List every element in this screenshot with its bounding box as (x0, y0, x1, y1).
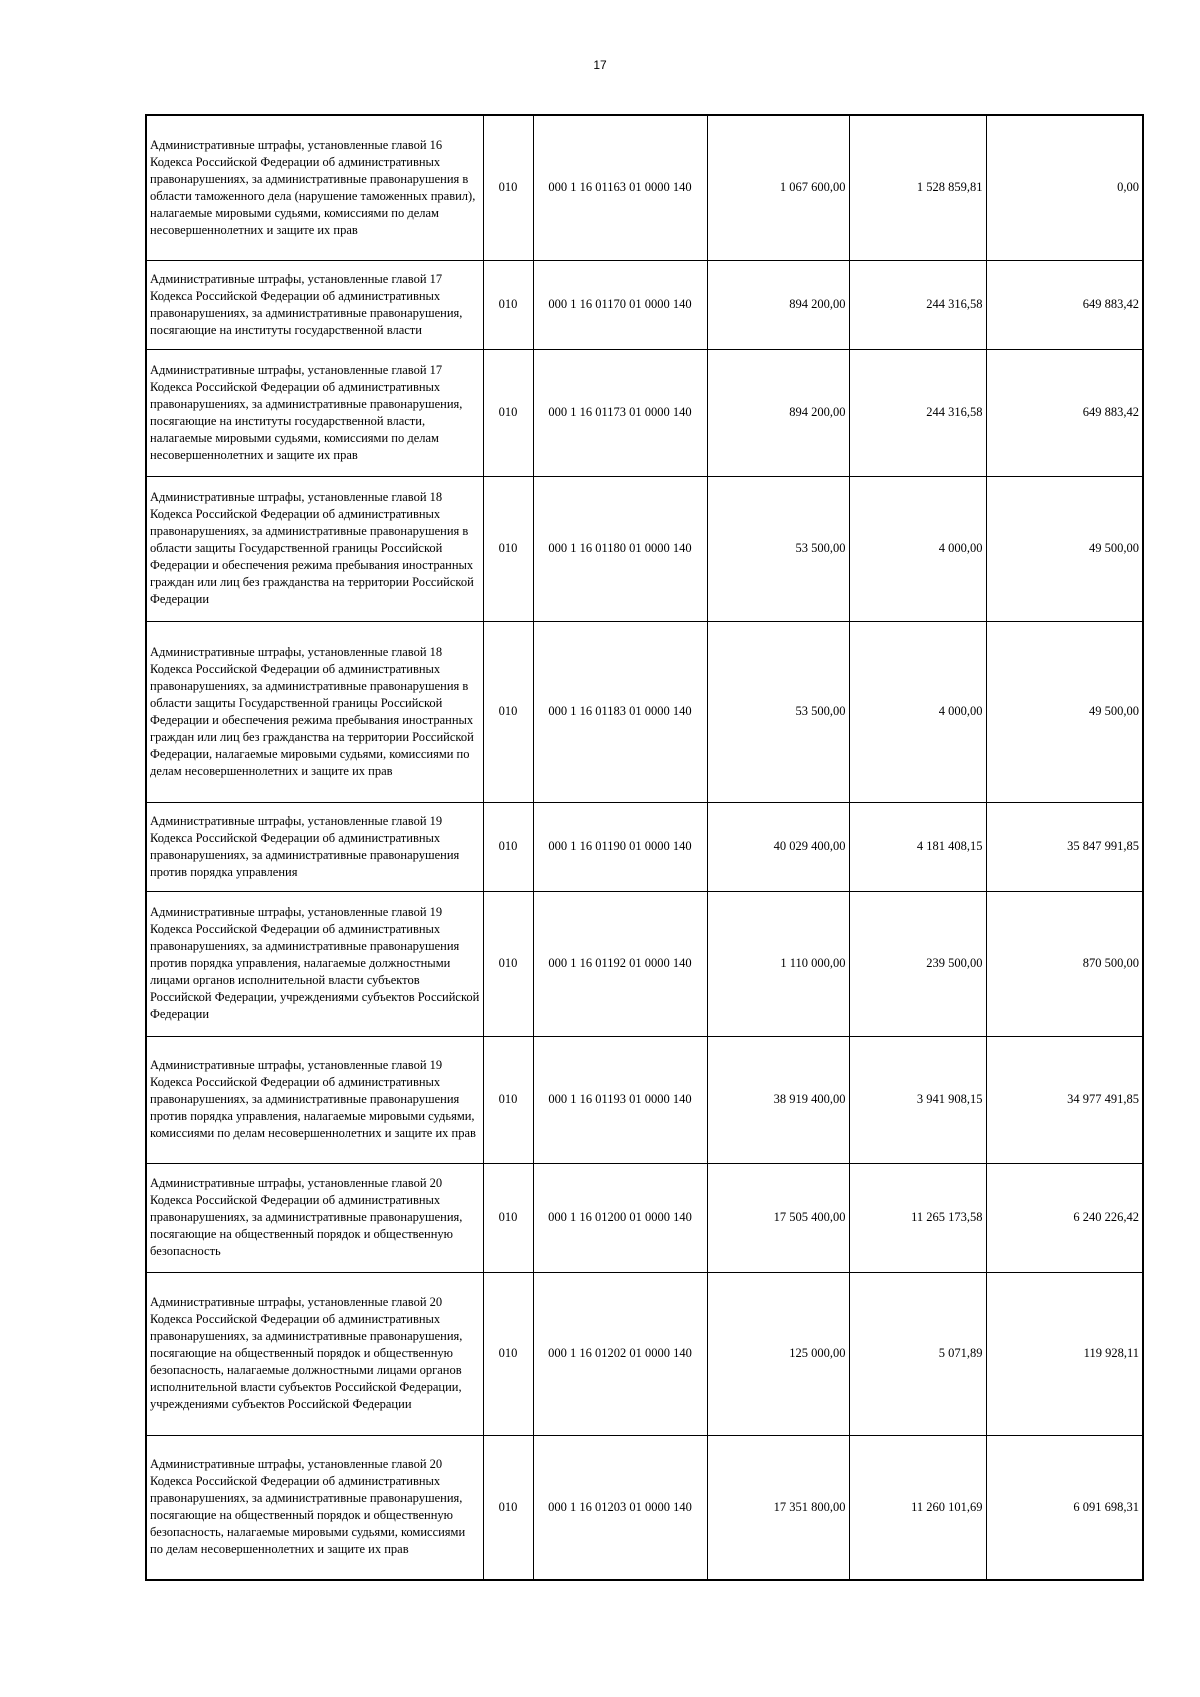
row-line-code: 010 (483, 349, 533, 476)
row-budget-classification-code: 000 1 16 01203 01 0000 140 (533, 1435, 707, 1580)
row-unexecuted-amount: 649 883,42 (986, 349, 1143, 476)
row-planned-amount: 17 351 800,00 (707, 1435, 849, 1580)
row-unexecuted-amount: 35 847 991,85 (986, 802, 1143, 891)
revenue-table (145, 114, 1144, 1581)
row-executed-amount: 3 941 908,15 (849, 1036, 986, 1163)
row-unexecuted-amount: 870 500,00 (986, 891, 1143, 1036)
row-planned-amount: 894 200,00 (707, 260, 849, 349)
row-budget-classification-code: 000 1 16 01193 01 0000 140 (533, 1036, 707, 1163)
row-description: Административные штрафы, установленные главой 19 Кодекса Российской Федерации об административных правонарушениях, за административные правонарушения против порядка управления, налагаемые мировыми судьями, комиссиями по делам несовершеннолетних и защите их прав (146, 1036, 483, 1163)
table-row (146, 476, 1143, 621)
row-description: Административные штрафы, установленные главой 19 Кодекса Российской Федерации об административных правонарушениях, за административные правонарушения против порядка управления (146, 802, 483, 891)
row-description: Административные штрафы, установленные главой 17 Кодекса Российской Федерации об административных правонарушениях, за административные правонарушения, посягающие на институты государственной власти, налагаемые мировыми судьями, комиссиями по делам несовершеннолетних и защите их прав (146, 349, 483, 476)
row-executed-amount: 239 500,00 (849, 891, 986, 1036)
row-planned-amount: 17 505 400,00 (707, 1163, 849, 1272)
row-budget-classification-code: 000 1 16 01200 01 0000 140 (533, 1163, 707, 1272)
row-line-code: 010 (483, 1435, 533, 1580)
row-line-code: 010 (483, 260, 533, 349)
row-line-code: 010 (483, 802, 533, 891)
row-line-code: 010 (483, 1272, 533, 1435)
row-executed-amount: 1 528 859,81 (849, 115, 986, 260)
row-planned-amount: 894 200,00 (707, 349, 849, 476)
row-unexecuted-amount: 649 883,42 (986, 260, 1143, 349)
table-row (146, 1036, 1143, 1163)
table-body (146, 115, 1143, 1580)
row-description: Административные штрафы, установленные главой 19 Кодекса Российской Федерации об административных правонарушениях, за административные правонарушения против порядка управления, налагаемые должностными лицами органов исполнительной власти субъектов Российской Федерации, учреждениями субъектов Российской Федерации (146, 891, 483, 1036)
row-budget-classification-code: 000 1 16 01173 01 0000 140 (533, 349, 707, 476)
row-line-code: 010 (483, 476, 533, 621)
row-executed-amount: 244 316,58 (849, 260, 986, 349)
row-description: Административные штрафы, установленные главой 20 Кодекса Российской Федерации об административных правонарушениях, за административные правонарушения, посягающие на общественный порядок и общественную безопасность, налагаемые должностными лицами органов исполнительной власти субъектов Российской Федерации, учреждениями субъектов Российской Федерации (146, 1272, 483, 1435)
table-row (146, 621, 1143, 802)
row-unexecuted-amount: 49 500,00 (986, 621, 1143, 802)
row-executed-amount: 4 181 408,15 (849, 802, 986, 891)
row-unexecuted-amount: 34 977 491,85 (986, 1036, 1143, 1163)
row-budget-classification-code: 000 1 16 01190 01 0000 140 (533, 802, 707, 891)
row-unexecuted-amount: 6 091 698,31 (986, 1435, 1143, 1580)
table-row (146, 115, 1143, 260)
row-description: Административные штрафы, установленные главой 17 Кодекса Российской Федерации об административных правонарушениях, за административные правонарушения, посягающие на институты государственной власти (146, 260, 483, 349)
table-row (146, 891, 1143, 1036)
row-line-code: 010 (483, 1163, 533, 1272)
row-planned-amount: 1 067 600,00 (707, 115, 849, 260)
row-description: Административные штрафы, установленные главой 18 Кодекса Российской Федерации об административных правонарушениях, за административные правонарушения в области защиты Государственной границы Российской Федерации и обеспечения режима пребывания иностранных граждан или лиц без гражданства на территории Российской Федерации, налагаемые мировыми судьями, комиссиями по делам несовершеннолетних и защите их прав (146, 621, 483, 802)
row-description: Административные штрафы, установленные главой 16 Кодекса Российской Федерации об административных правонарушениях, за административные правонарушения в области таможенного дела (нарушение таможенных правил), налагаемые мировыми судьями, комиссиями по делам несовершеннолетних и защите их прав (146, 115, 483, 260)
row-planned-amount: 40 029 400,00 (707, 802, 849, 891)
table-row (146, 349, 1143, 476)
row-budget-classification-code: 000 1 16 01202 01 0000 140 (533, 1272, 707, 1435)
row-unexecuted-amount: 49 500,00 (986, 476, 1143, 621)
table-row (146, 1435, 1143, 1580)
row-description: Административные штрафы, установленные главой 18 Кодекса Российской Федерации об административных правонарушениях, за административные правонарушения в области защиты Государственной границы Российской Федерации и обеспечения режима пребывания иностранных граждан или лиц без гражданства на территории Российской Федерации (146, 476, 483, 621)
row-budget-classification-code: 000 1 16 01170 01 0000 140 (533, 260, 707, 349)
row-executed-amount: 11 265 173,58 (849, 1163, 986, 1272)
table-row (146, 802, 1143, 891)
page-number: 17 (593, 58, 607, 72)
row-planned-amount: 53 500,00 (707, 621, 849, 802)
row-description: Административные штрафы, установленные главой 20 Кодекса Российской Федерации об административных правонарушениях, за административные правонарушения, посягающие на общественный порядок и общественную безопасность (146, 1163, 483, 1272)
row-description: Административные штрафы, установленные главой 20 Кодекса Российской Федерации об административных правонарушениях, за административные правонарушения, посягающие на общественный порядок и общественную безопасность, налагаемые мировыми судьями, комиссиями по делам несовершеннолетних и защите их прав (146, 1435, 483, 1580)
row-executed-amount: 4 000,00 (849, 621, 986, 802)
row-line-code: 010 (483, 891, 533, 1036)
row-executed-amount: 244 316,58 (849, 349, 986, 476)
row-unexecuted-amount: 6 240 226,42 (986, 1163, 1143, 1272)
row-line-code: 010 (483, 115, 533, 260)
row-planned-amount: 125 000,00 (707, 1272, 849, 1435)
row-planned-amount: 1 110 000,00 (707, 891, 849, 1036)
table-row (146, 1163, 1143, 1272)
row-line-code: 010 (483, 621, 533, 802)
row-line-code: 010 (483, 1036, 533, 1163)
row-budget-classification-code: 000 1 16 01163 01 0000 140 (533, 115, 707, 260)
table-row (146, 260, 1143, 349)
row-unexecuted-amount: 0,00 (986, 115, 1143, 260)
row-budget-classification-code: 000 1 16 01180 01 0000 140 (533, 476, 707, 621)
row-executed-amount: 4 000,00 (849, 476, 986, 621)
row-budget-classification-code: 000 1 16 01192 01 0000 140 (533, 891, 707, 1036)
row-planned-amount: 38 919 400,00 (707, 1036, 849, 1163)
row-budget-classification-code: 000 1 16 01183 01 0000 140 (533, 621, 707, 802)
table-row (146, 1272, 1143, 1435)
row-planned-amount: 53 500,00 (707, 476, 849, 621)
row-executed-amount: 11 260 101,69 (849, 1435, 986, 1580)
row-executed-amount: 5 071,89 (849, 1272, 986, 1435)
row-unexecuted-amount: 119 928,11 (986, 1272, 1143, 1435)
